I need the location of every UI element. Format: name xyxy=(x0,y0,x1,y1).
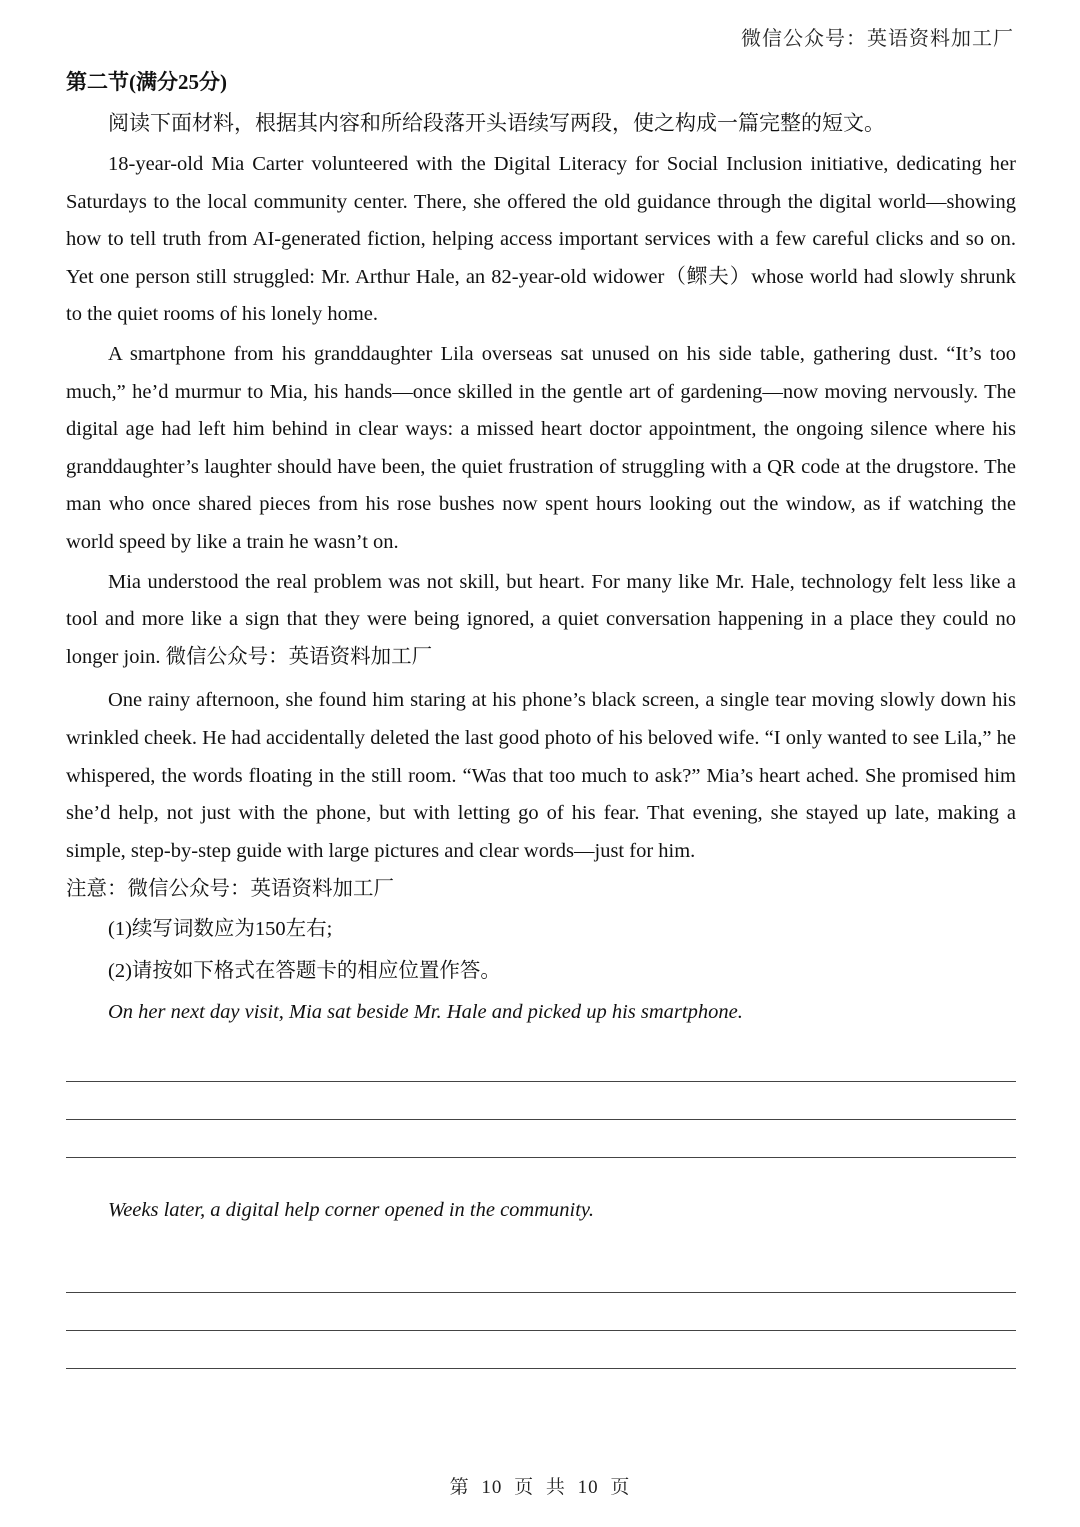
passage-paragraph-3: Mia understood the real problem was not skill, but heart. For many like Mr. Hale, technology felt less like a tool and more like a sign that they were being ignored, a quiet conversation happening in a place they could no longer join. 微信公众号：英语资料加工厂 xyxy=(66,570,1016,668)
continuation-start-1: On her next day visit, Mia sat beside Mr. Hale and picked up his smartphone. xyxy=(108,1001,743,1024)
footer-total-pages: 10 xyxy=(577,1477,599,1498)
answer-line[interactable] xyxy=(66,1255,1016,1293)
answer-line[interactable] xyxy=(66,1120,1016,1158)
requirement-1: (1)续写词数应为150左右; xyxy=(108,918,333,941)
answer-line[interactable] xyxy=(66,1044,1016,1082)
footer-label-total: 共 xyxy=(545,1477,566,1498)
answer-line[interactable] xyxy=(66,1331,1016,1369)
answer-lines-2 xyxy=(66,1255,1016,1369)
page-content xyxy=(66,64,1016,1369)
answer-line[interactable] xyxy=(66,1082,1016,1120)
notes-label: 注意：微信公众号：英语资料加工厂 xyxy=(66,878,394,901)
requirement-2: (2)请按如下格式在答题卡的相应位置作答。 xyxy=(108,960,501,983)
continuation-start-2: Weeks later, a digital help corner opened in the community. xyxy=(108,1199,595,1222)
footer-page-number: 10 xyxy=(481,1477,503,1498)
section-title: 第二节(满分25分) xyxy=(66,70,227,94)
footer-label-page: 第 xyxy=(449,1477,470,1498)
answer-line[interactable] xyxy=(66,1293,1016,1331)
answer-lines-1 xyxy=(66,1044,1016,1158)
section-instruction: 阅读下面材料，根据其内容和所给段落开头语续写两段，使之构成一篇完整的短文。 xyxy=(108,111,885,135)
footer-label-ye-2: 页 xyxy=(610,1477,631,1498)
footer-label-ye: 页 xyxy=(514,1477,535,1498)
passage-paragraph-2: A smartphone from his granddaughter Lila overseas sat unused on his side table, gathering dust. “It’s too much,” he’d murmur to Mia, his hands—once skilled in the gentle art of gardening—now moving nervously. The digital age had left him behind in clear ways: a missed heart doctor appointment, the ongoing silence where his granddaughter’s laughter should have been, the quiet frustration of struggling with a QR code at the drugstore. The man who once shared pieces from his rose bushes now spent hours looking out the window, as if watching the world speed by like a train he wasn’t on. xyxy=(66,342,1016,553)
page-footer xyxy=(0,1472,1080,1499)
passage-paragraph-4: One rainy afternoon, she found him staring at his phone’s black screen, a single tear moving slowly down his wrinkled cheek. He had accidentally deleted the last good photo of his beloved wife. “I only wanted to see Lila,” he whispered, the words floating in the still room. “Was that too much to ask?” Mia’s heart ached. She promised him she’d help, not just with the phone, but with letting go of his fear. That evening, she stayed up late, making a simple, step-by-step guide with large pictures and clear words—just for him. xyxy=(66,689,1016,862)
header-watermark: 微信公众号：英语资料加工厂 xyxy=(741,28,1014,50)
passage-paragraph-1: 18-year-old Mia Carter volunteered with the Digital Literacy for Social Inclusion initiative, dedicating her Saturdays to the local community center. There, she offered the old guidance through the digital world—showing how to tell truth from AI-generated fiction, helping access important services with a few careful clicks and so on. Yet one person still struggled: Mr. Arthur Hale, an 82-year-old widower（鳏夫）whose world had slowly shrunk to the quiet rooms of his lonely home. xyxy=(66,153,1016,326)
